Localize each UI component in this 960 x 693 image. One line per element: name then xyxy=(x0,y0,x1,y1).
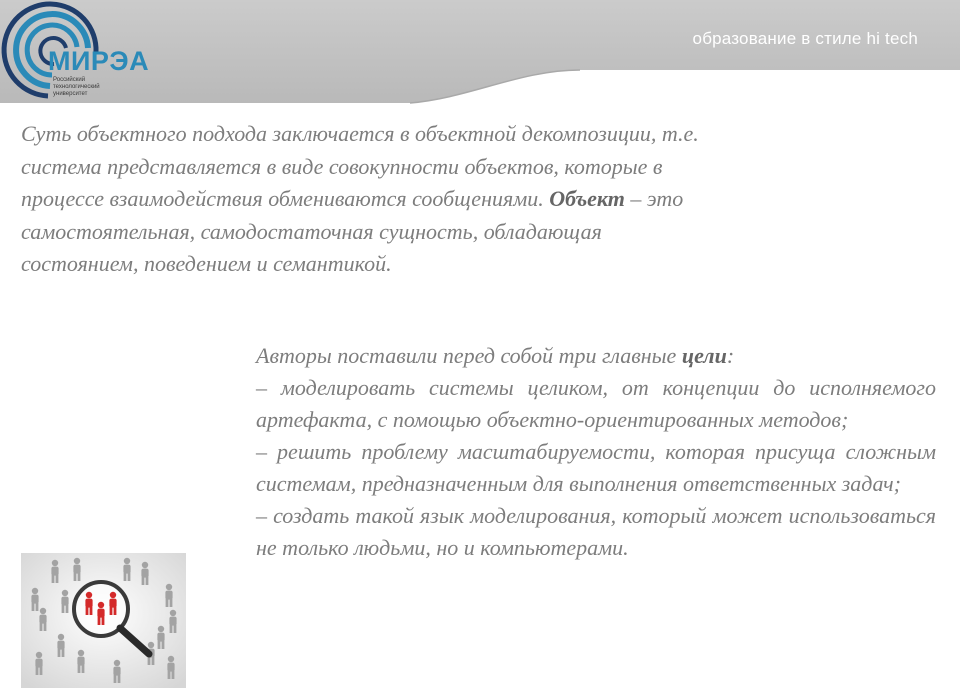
goals-heading-term: цели xyxy=(681,343,727,368)
logo-wordmark: МИРЭА xyxy=(48,46,150,76)
goal-item: – моделировать системы целиком, от концепции до исполняемого артефакта, с помощью объектно-ориентированных методов; xyxy=(256,375,936,432)
intro-term: Объект xyxy=(549,186,625,211)
header-tagline: образование в стиле hi tech xyxy=(692,29,918,48)
illustration-graphic xyxy=(21,553,186,688)
goals-heading: Авторы поставили перед собой три главные цели: xyxy=(256,343,735,368)
intro-paragraph xyxy=(21,118,701,281)
mirea-logo[interactable] xyxy=(0,0,180,105)
logo-subtitle: Российский технологический университет xyxy=(53,77,100,97)
goal-item: – создать такой язык моделирования, который может использоваться не только людьми, но и компьютерами. xyxy=(256,503,936,560)
header-banner xyxy=(0,0,960,110)
goal-item: – решить проблему масштабируемости, которая присуща сложным системам, предназначенным для выполнения ответственных задач; xyxy=(256,439,936,496)
magnifier-people-icon xyxy=(21,553,186,688)
intro-lead: Суть объектного подхода заключается в объектной декомпозиции, т.е. система представляется в виде совокупности объектов, которые в процессе взаимодействия обмениваются сообщениями. xyxy=(21,121,699,211)
intro-definition: – это самостоятельная, самодостаточная сущность, обладающая состоянием, поведением и семантикой. xyxy=(21,186,684,276)
goals-block xyxy=(256,340,936,564)
